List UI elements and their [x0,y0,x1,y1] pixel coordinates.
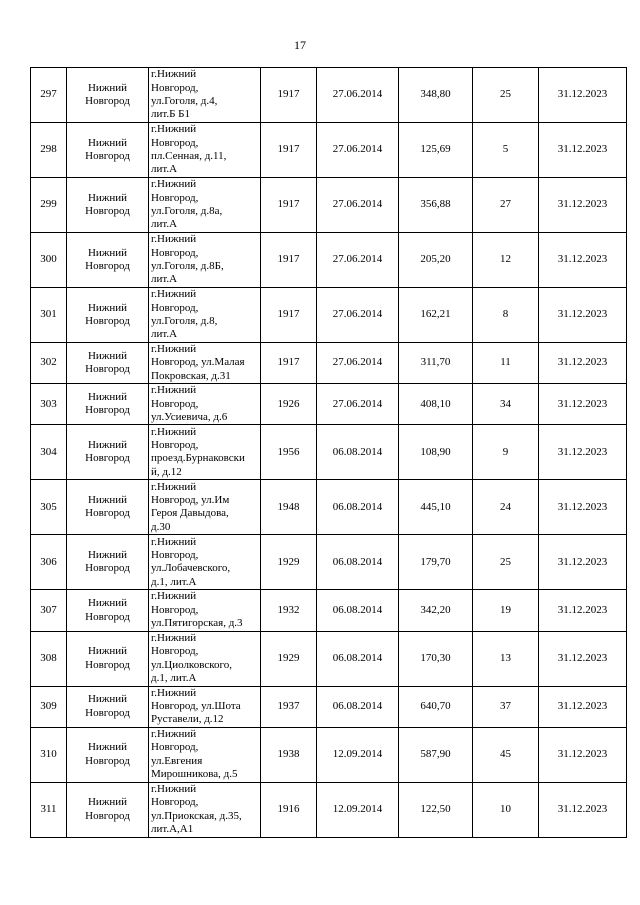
city-cell: Нижний Новгород [67,631,149,686]
table-row [31,480,627,535]
row-number: 297 [31,68,67,123]
date-cell: 27.06.2014 [317,68,399,123]
area-cell: 162,21 [399,288,473,343]
table-body [31,68,627,838]
city-cell: Нижний Новгород [67,343,149,384]
table-row [31,425,627,480]
date-cell: 12.09.2014 [317,727,399,782]
area-cell: 587,90 [399,727,473,782]
deadline-cell: 31.12.2023 [539,123,627,178]
row-number: 310 [31,727,67,782]
address-cell: г.Нижний Новгород, ул.Приокская, д.35, лит.А,А1 [149,782,261,837]
table-row [31,384,627,425]
year-cell: 1917 [261,288,317,343]
count-cell: 12 [473,233,539,288]
address-cell: г.Нижний Новгород, ул.Гоголя, д.8Б, лит.А [149,233,261,288]
address-cell: г.Нижний Новгород, ул.Лобачевского, д.1, лит.А [149,535,261,590]
area-cell: 342,20 [399,590,473,631]
row-number: 309 [31,686,67,727]
area-cell: 170,30 [399,631,473,686]
area-cell: 356,88 [399,178,473,233]
table-row [31,782,627,837]
deadline-cell: 31.12.2023 [539,178,627,233]
row-number: 300 [31,233,67,288]
city-cell: Нижний Новгород [67,590,149,631]
row-number: 308 [31,631,67,686]
city-cell: Нижний Новгород [67,727,149,782]
count-cell: 25 [473,535,539,590]
row-number: 304 [31,425,67,480]
count-cell: 27 [473,178,539,233]
count-cell: 5 [473,123,539,178]
address-cell: г.Нижний Новгород, ул.Усиевича, д.6 [149,384,261,425]
count-cell: 25 [473,68,539,123]
address-cell: г.Нижний Новгород, ул.Гоголя, д.8, лит.А [149,288,261,343]
year-cell: 1929 [261,535,317,590]
city-cell: Нижний Новгород [67,233,149,288]
deadline-cell: 31.12.2023 [539,590,627,631]
date-cell: 06.08.2014 [317,425,399,480]
count-cell: 37 [473,686,539,727]
table-row [31,68,627,123]
count-cell: 11 [473,343,539,384]
address-cell: г.Нижний Новгород, ул.Гоголя, д.4, лит.Б Б1 [149,68,261,123]
year-cell: 1929 [261,631,317,686]
date-cell: 06.08.2014 [317,535,399,590]
city-cell: Нижний Новгород [67,535,149,590]
row-number: 311 [31,782,67,837]
deadline-cell: 31.12.2023 [539,727,627,782]
city-cell: Нижний Новгород [67,288,149,343]
date-cell: 27.06.2014 [317,288,399,343]
row-number: 302 [31,343,67,384]
date-cell: 27.06.2014 [317,123,399,178]
deadline-cell: 31.12.2023 [539,288,627,343]
table-row [31,343,627,384]
address-cell: г.Нижний Новгород, ул.Евгения Мирошникова, д.5 [149,727,261,782]
address-cell: г.Нижний Новгород, ул.Шота Руставели, д.12 [149,686,261,727]
city-cell: Нижний Новгород [67,480,149,535]
area-cell: 445,10 [399,480,473,535]
table-row [31,535,627,590]
year-cell: 1917 [261,68,317,123]
date-cell: 06.08.2014 [317,480,399,535]
deadline-cell: 31.12.2023 [539,631,627,686]
city-cell: Нижний Новгород [67,68,149,123]
row-number: 298 [31,123,67,178]
area-cell: 125,69 [399,123,473,178]
year-cell: 1916 [261,782,317,837]
address-cell: г.Нижний Новгород, ул.Гоголя, д.8а, лит.А [149,178,261,233]
address-cell: г.Нижний Новгород, ул.Пятигорская, д.3 [149,590,261,631]
area-cell: 179,70 [399,535,473,590]
city-cell: Нижний Новгород [67,384,149,425]
address-cell: г.Нижний Новгород, пл.Сенная, д.11, лит.А [149,123,261,178]
table-row [31,123,627,178]
count-cell: 45 [473,727,539,782]
address-cell: г.Нижний Новгород, ул.Им Героя Давыдова, д.30 [149,480,261,535]
count-cell: 34 [473,384,539,425]
count-cell: 10 [473,782,539,837]
deadline-cell: 31.12.2023 [539,233,627,288]
date-cell: 27.06.2014 [317,178,399,233]
year-cell: 1948 [261,480,317,535]
area-cell: 640,70 [399,686,473,727]
page-number: 17 [294,38,306,52]
date-cell: 06.08.2014 [317,590,399,631]
count-cell: 19 [473,590,539,631]
address-cell: г.Нижний Новгород, проезд.Бурнаковски й, д.12 [149,425,261,480]
row-number: 305 [31,480,67,535]
table-row [31,288,627,343]
city-cell: Нижний Новгород [67,686,149,727]
row-number: 301 [31,288,67,343]
year-cell: 1938 [261,727,317,782]
deadline-cell: 31.12.2023 [539,535,627,590]
table-row [31,727,627,782]
table-row [31,178,627,233]
year-cell: 1917 [261,178,317,233]
address-cell: г.Нижний Новгород, ул.Циолковского, д.1, лит.А [149,631,261,686]
area-cell: 205,20 [399,233,473,288]
city-cell: Нижний Новгород [67,123,149,178]
city-cell: Нижний Новгород [67,425,149,480]
row-number: 306 [31,535,67,590]
table-row [31,631,627,686]
row-number: 299 [31,178,67,233]
row-number: 303 [31,384,67,425]
area-cell: 108,90 [399,425,473,480]
deadline-cell: 31.12.2023 [539,425,627,480]
count-cell: 24 [473,480,539,535]
table-row [31,686,627,727]
year-cell: 1937 [261,686,317,727]
date-cell: 27.06.2014 [317,343,399,384]
year-cell: 1917 [261,123,317,178]
area-cell: 408,10 [399,384,473,425]
date-cell: 06.08.2014 [317,686,399,727]
table-row [31,590,627,631]
deadline-cell: 31.12.2023 [539,480,627,535]
count-cell: 9 [473,425,539,480]
date-cell: 12.09.2014 [317,782,399,837]
area-cell: 311,70 [399,343,473,384]
city-cell: Нижний Новгород [67,178,149,233]
deadline-cell: 31.12.2023 [539,68,627,123]
count-cell: 8 [473,288,539,343]
area-cell: 348,80 [399,68,473,123]
row-number: 307 [31,590,67,631]
year-cell: 1917 [261,343,317,384]
address-cell: г.Нижний Новгород, ул.Малая Покровская, д.31 [149,343,261,384]
year-cell: 1926 [261,384,317,425]
date-cell: 27.06.2014 [317,384,399,425]
deadline-cell: 31.12.2023 [539,384,627,425]
date-cell: 06.08.2014 [317,631,399,686]
year-cell: 1956 [261,425,317,480]
count-cell: 13 [473,631,539,686]
deadline-cell: 31.12.2023 [539,782,627,837]
date-cell: 27.06.2014 [317,233,399,288]
city-cell: Нижний Новгород [67,782,149,837]
housing-table [30,67,627,838]
deadline-cell: 31.12.2023 [539,686,627,727]
table-row [31,233,627,288]
deadline-cell: 31.12.2023 [539,343,627,384]
year-cell: 1917 [261,233,317,288]
area-cell: 122,50 [399,782,473,837]
year-cell: 1932 [261,590,317,631]
